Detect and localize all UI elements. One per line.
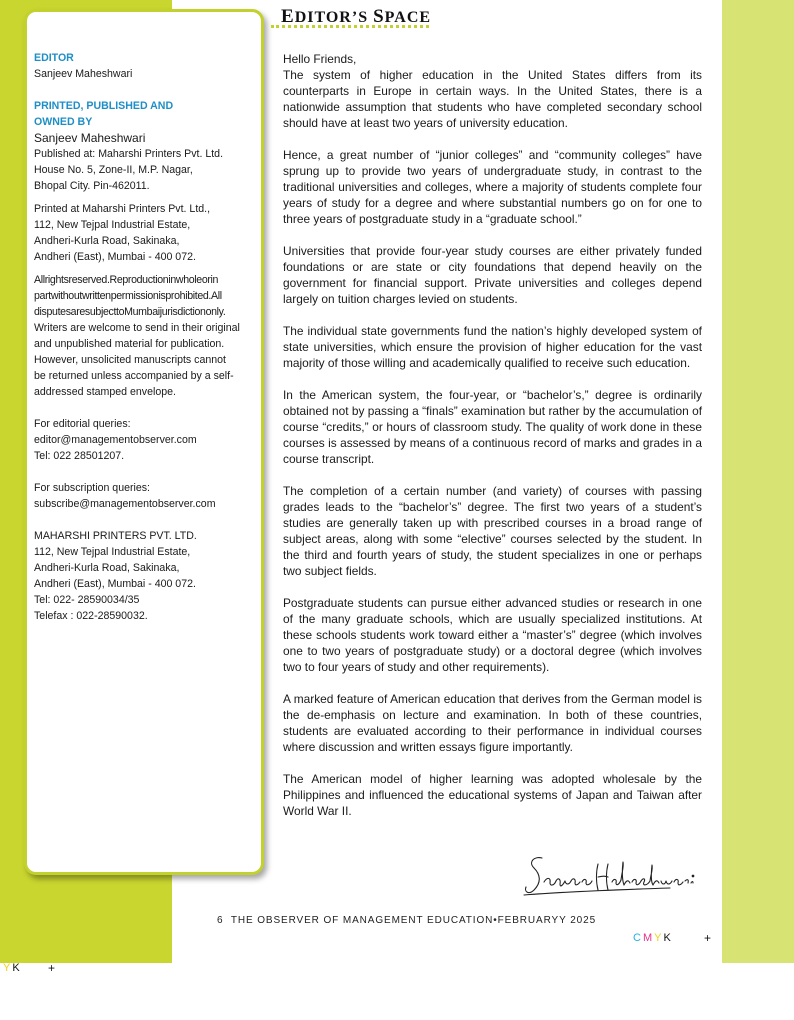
printed-address	[34, 201, 261, 265]
page-number: 6	[217, 915, 224, 926]
article-paragraph: Hence, a great number of “junior colleges” and “community colleges” have sprung up to provide two years of undergraduate study, in contrast to the traditional universities and colleges, where a majority of students complete four years of study for a degree and where substantial numbers go on for one to three years of postgraduate study in a “graduate school.”	[283, 148, 702, 226]
article-paragraph: The completion of a certain number (and variety) of courses with passing grades leads to the “bachelor’s” degree. The first two years of a student’s studies are generally taken up with prescribed courses in a broad range of subject areas, along with some “elective” courses selected by the student. In the third and fourth years of study, the student specializes in one or perhaps two subject fields.	[283, 484, 702, 578]
registration-plus-left: +	[48, 961, 56, 975]
editorial-email: editor@managementobserver.com	[34, 434, 197, 446]
cmyk-registration-left: YK	[3, 962, 22, 974]
published-line: Published at: Maharshi Printers Pvt. Ltd.	[34, 148, 224, 160]
printer-line: Tel: 022- 28590034/35	[34, 594, 140, 606]
subscription-line: For subscription queries:	[34, 482, 150, 494]
article-paragraph: The individual state governments fund the nation’s highly developed system of state universities, which ensure the provision of higher education for the vast majority of those willing and academically qualified to receive such education.	[283, 324, 702, 370]
section-title	[268, 6, 433, 30]
rights-line: Writers are welcome to send in their original	[34, 322, 240, 334]
editorial-line: For editorial queries:	[34, 418, 131, 430]
masthead-panel	[24, 9, 264, 875]
rights-line: and unpublished material for publication.	[34, 338, 225, 350]
published-line: Bhopal City. Pin-462011.	[34, 180, 150, 192]
rights-line: disputesaresubjecttoMumbaijurisdictiononly.	[34, 306, 226, 318]
printer-line: Andheri-Kurla Road, Sakinaka,	[34, 562, 180, 574]
printed-line: Andheri (East), Mumbai - 400 072.	[34, 251, 196, 263]
printer-address	[34, 528, 261, 624]
publication-line: THE OBSERVER OF MANAGEMENT EDUCATION•FEBRUARYY 2025	[230, 915, 597, 926]
editorial-contact	[34, 416, 261, 464]
published-address	[34, 146, 261, 194]
rights-line: Allrightsreserved.Reproductioninwholeorin	[34, 274, 219, 286]
registration-plus-right: +	[704, 931, 712, 945]
printed-heading-line1: PRINTED, PUBLISHED AND	[34, 100, 174, 112]
printer-line: MAHARSHI PRINTERS PVT. LTD.	[34, 530, 197, 542]
owner-name: Sanjeev Maheshwari	[34, 131, 146, 145]
editorial-article	[283, 51, 702, 835]
rights-line: be returned unless accompanied by a self-	[34, 370, 234, 382]
salutation: Hello Friends,	[283, 52, 357, 66]
editor-signature	[520, 852, 710, 902]
rights-notice	[34, 272, 261, 400]
printed-line: Andheri-Kurla Road, Sakinaka,	[34, 235, 180, 247]
cmyk-registration-right: CMYK	[633, 932, 673, 944]
article-paragraph: A marked feature of American education that derives from the German model is the de-emphasis on lecture and examination. In both of these countries, students are evaluated according to their performance in individual courses where discussion and written essays figure importantly.	[283, 692, 702, 754]
printer-line: 112, New Tejpal Industrial Estate,	[34, 546, 191, 558]
rights-line: However, unsolicited manuscripts cannot	[34, 354, 226, 366]
rights-line: partwithoutwrittenpermissionisprohibited.All	[34, 290, 222, 302]
rights-line: addressed stamped envelope.	[34, 386, 176, 398]
printer-line: Andheri (East), Mumbai - 400 072.	[34, 578, 196, 590]
title-dotted-rule	[271, 25, 429, 28]
editor-name: Sanjeev Maheshwari	[34, 68, 133, 80]
subscription-contact	[34, 480, 261, 512]
subscription-email: subscribe@managementobserver.com	[34, 498, 216, 510]
article-paragraph: Universities that provide four-year study courses are either privately funded foundations or are state or city foundations that depend heavily on the government for financial support. Private universities and colleges depend largely on tuition charges levied on students.	[283, 244, 702, 306]
article-paragraph: Postgraduate students can pursue either advanced studies or research in one of the many graduate schools, which are usually specialized institutions. At these schools students work toward either a “master’s” degree (which involves one to two years of postgraduate study) or a doctoral degree (which involves two to four years of study and other requirements).	[283, 596, 702, 674]
page-title: EDITOR’S SPACE	[281, 6, 432, 27]
article-paragraph: In the American system, the four-year, or “bachelor’s,” degree is ordinarily obtained not by passing a “finals” examination but rather by the accumulation of course “credits,” or hours of classroom study. The quality of work done in these courses is assessed by means of a continuous record of marks and grades in a course transcript.	[283, 388, 702, 466]
article-paragraph: The American model of higher learning was adopted wholesale by the Philippines and influenced the educational systems of Japan and Taiwan after World War II.	[283, 772, 702, 818]
editor-heading: EDITOR	[34, 52, 74, 64]
article-paragraph: The system of higher education in the United States differs from its counterparts in Europe in certain ways. In the United States, there is a nationwide assumption that students who have completed secondary school should have at least two years of university education.	[283, 68, 702, 130]
editorial-phone: Tel: 022 28501207.	[34, 450, 125, 462]
printed-heading-line2: OWNED BY	[34, 116, 93, 128]
printed-line: 112, New Tejpal Industrial Estate,	[34, 219, 191, 231]
published-line: House No. 5, Zone-II, M.P. Nagar,	[34, 164, 193, 176]
page-footer	[217, 915, 596, 926]
printed-line: Printed at Maharshi Printers Pvt. Ltd.,	[34, 203, 211, 215]
right-color-band	[722, 0, 794, 963]
printer-line: Telefax : 022-28590032.	[34, 610, 148, 622]
